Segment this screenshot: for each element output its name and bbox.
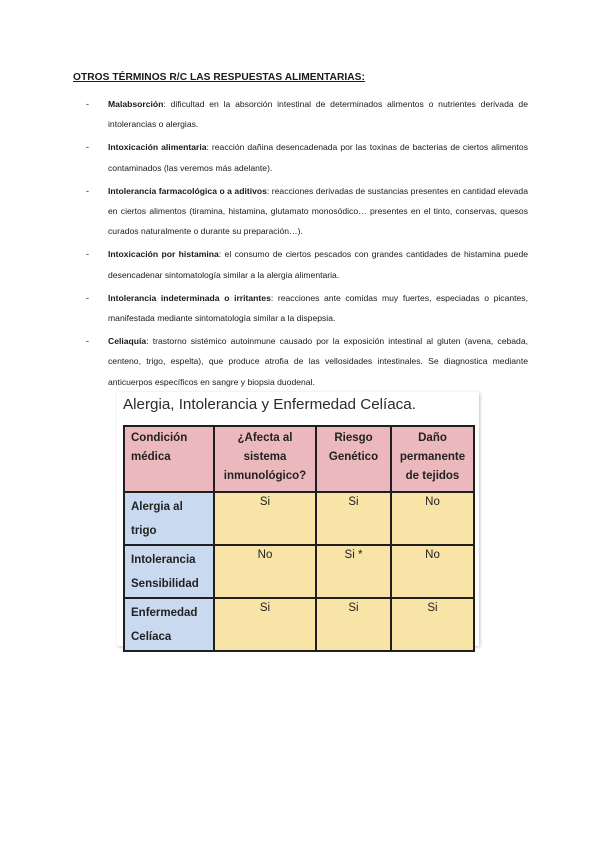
table-title: Alergia, Intolerancia y Enfermedad Celíaca. [123, 396, 416, 413]
list-dash: - [86, 249, 89, 260]
term-description: : reacciones derivadas de sustancias presentes en cantidad elevada en ciertos alimentos (tiramina, histamina, glutamato monosódico… presentes en el tinto, conservas, quesos curados naturalmente o durante su preparación…). [108, 185, 528, 237]
table-cell: Si [316, 598, 391, 651]
row-header: Intolerancia Sensibilidad [124, 545, 214, 598]
term-name: Intolerancia indeterminada o irritantes [108, 292, 271, 303]
term-name: Malabsorción [108, 99, 164, 109]
row-header: Enfermedad Celíaca [124, 598, 214, 651]
list-dash: - [86, 142, 89, 153]
table-row [124, 598, 474, 651]
list-dash: - [86, 292, 89, 303]
table-header-row [124, 426, 474, 492]
term-name: Intoxicación por histamina [108, 249, 219, 260]
table-cell: Si * [316, 545, 391, 598]
term-name: Celiaquía [108, 336, 147, 347]
column-header: Condición médica [124, 426, 214, 492]
table-row [124, 545, 474, 598]
list-item [86, 288, 528, 328]
table-cell: No [214, 545, 316, 598]
row-header: Alergia al trigo [124, 492, 214, 545]
list-item [86, 94, 528, 134]
list-dash: - [86, 336, 89, 347]
column-header: Daño permanente de tejidos [391, 426, 474, 492]
table-cell: Si [214, 598, 316, 651]
list-dash: - [86, 99, 89, 109]
term-description: : reacciones ante comidas muy fuertes, especiadas o picantes, manifestada mediante sintomatología similar a la dispepsia. [108, 292, 528, 324]
term-name: Intoxicación alimentaria [108, 142, 207, 153]
column-header: ¿Afecta al sistema inmunológico? [214, 426, 316, 492]
list-item [86, 244, 528, 284]
table-cell: Si [391, 598, 474, 651]
column-header: Riesgo Genético [316, 426, 391, 492]
term-description: : reacción dañina desencadenada por las toxinas de bacterias de ciertos alimentos contaminados (las veremos más adelante). [108, 142, 528, 173]
comparison-table [123, 425, 475, 652]
term-name: Intolerancia farmacológica o a aditivos [108, 185, 267, 196]
comparison-table-image [117, 392, 479, 646]
table-cell: No [391, 492, 474, 545]
section-heading: OTROS TÉRMINOS R/C LAS RESPUESTAS ALIMENTARIAS: [73, 72, 365, 83]
table-row [124, 492, 474, 545]
table-cell: Si [316, 492, 391, 545]
list-dash: - [86, 185, 89, 196]
list-item [86, 331, 528, 392]
list-item [86, 181, 528, 242]
term-description: : el consumo de ciertos pescados con grandes cantidades de histamina puede desencadenar sintomatología similar a la alergia alimentaria. [108, 249, 528, 280]
table-cell: No [391, 545, 474, 598]
table-cell: Si [214, 492, 316, 545]
list-item [86, 137, 528, 177]
terms-list [86, 94, 528, 395]
term-description: : dificultad en la absorción intestinal de determinados alimentos o nutrientes derivada de intolerancias o alergias. [108, 99, 528, 130]
term-description: : trastorno sistémico autoinmune causado por la exposición intestinal al gluten (avena, cebada, centeno, trigo, espelta), que produce atrofia de las vellosidades intestinales. Se diagnostica mediante anticuerpos específicos en sangre y biopsia duodenal. [108, 336, 528, 387]
